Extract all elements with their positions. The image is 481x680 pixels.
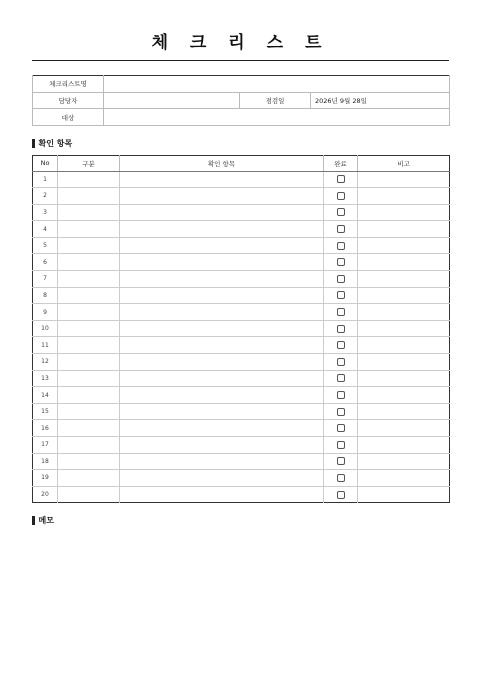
row-category-cell[interactable] xyxy=(58,188,120,205)
row-category-cell[interactable] xyxy=(58,470,120,487)
row-done-checkbox[interactable] xyxy=(337,325,345,333)
row-item-cell[interactable] xyxy=(120,171,324,188)
row-remarks-cell[interactable] xyxy=(358,453,450,470)
header-no: No xyxy=(33,156,58,172)
table-header-row xyxy=(33,156,450,172)
checklist-name-label: 체크리스트명 xyxy=(33,76,104,93)
table-row xyxy=(33,354,450,371)
row-number: 1 xyxy=(33,171,58,188)
check-items-section-header xyxy=(32,137,72,149)
row-remarks-cell[interactable] xyxy=(358,271,450,288)
section-marker xyxy=(32,139,35,148)
table-row xyxy=(33,254,450,271)
table-row xyxy=(33,370,450,387)
row-item-cell[interactable] xyxy=(120,204,324,221)
row-done-checkbox[interactable] xyxy=(337,441,345,449)
row-item-cell[interactable] xyxy=(120,237,324,254)
checklist-table xyxy=(32,155,450,503)
row-done-checkbox[interactable] xyxy=(337,291,345,299)
row-number: 17 xyxy=(33,437,58,454)
row-item-cell[interactable] xyxy=(120,420,324,437)
table-row xyxy=(33,204,450,221)
manager-field[interactable] xyxy=(104,92,240,109)
row-remarks-cell[interactable] xyxy=(358,304,450,321)
row-category-cell[interactable] xyxy=(58,254,120,271)
table-row xyxy=(33,304,450,321)
row-item-cell[interactable] xyxy=(120,337,324,354)
inspection-date-field[interactable]: 2026년 9월 28일 xyxy=(311,92,450,109)
row-done-cell xyxy=(324,237,358,254)
row-number: 11 xyxy=(33,337,58,354)
checklist-name-field[interactable] xyxy=(104,76,450,93)
row-done-checkbox[interactable] xyxy=(337,225,345,233)
row-category-cell[interactable] xyxy=(58,271,120,288)
row-done-cell xyxy=(324,387,358,404)
title-divider xyxy=(32,60,449,61)
row-category-cell[interactable] xyxy=(58,221,120,238)
row-done-checkbox[interactable] xyxy=(337,474,345,482)
row-done-checkbox[interactable] xyxy=(337,275,345,283)
row-number: 10 xyxy=(33,320,58,337)
inspection-date-label: 점검일 xyxy=(240,92,311,109)
row-done-cell xyxy=(324,370,358,387)
row-done-checkbox[interactable] xyxy=(337,242,345,250)
memo-section-title: 메모 xyxy=(38,515,54,525)
manager-label: 담당자 xyxy=(33,92,104,109)
info-row-target xyxy=(33,109,450,126)
row-done-cell xyxy=(324,320,358,337)
row-category-cell[interactable] xyxy=(58,204,120,221)
row-item-cell[interactable] xyxy=(120,254,324,271)
row-remarks-cell[interactable] xyxy=(358,420,450,437)
row-done-checkbox[interactable] xyxy=(337,491,345,499)
row-remarks-cell[interactable] xyxy=(358,354,450,371)
row-remarks-cell[interactable] xyxy=(358,254,450,271)
row-item-cell[interactable] xyxy=(120,188,324,205)
row-done-checkbox[interactable] xyxy=(337,258,345,266)
row-done-checkbox[interactable] xyxy=(337,457,345,465)
row-category-cell[interactable] xyxy=(58,453,120,470)
target-field[interactable] xyxy=(104,109,450,126)
row-item-cell[interactable] xyxy=(120,403,324,420)
row-done-cell xyxy=(324,204,358,221)
table-row xyxy=(33,287,450,304)
header-item: 확인 항목 xyxy=(120,156,324,172)
row-category-cell[interactable] xyxy=(58,387,120,404)
row-done-cell xyxy=(324,304,358,321)
row-category-cell[interactable] xyxy=(58,337,120,354)
row-remarks-cell[interactable] xyxy=(358,470,450,487)
header-remarks: 비고 xyxy=(358,156,450,172)
table-row xyxy=(33,221,450,238)
row-done-checkbox[interactable] xyxy=(337,358,345,366)
row-done-checkbox[interactable] xyxy=(337,308,345,316)
row-category-cell[interactable] xyxy=(58,320,120,337)
row-category-cell[interactable] xyxy=(58,354,120,371)
table-row xyxy=(33,171,450,188)
row-remarks-cell[interactable] xyxy=(358,287,450,304)
row-done-cell xyxy=(324,470,358,487)
row-category-cell[interactable] xyxy=(58,403,120,420)
table-row xyxy=(33,437,450,454)
row-item-cell[interactable] xyxy=(120,370,324,387)
row-number: 8 xyxy=(33,287,58,304)
row-category-cell[interactable] xyxy=(58,287,120,304)
row-number: 6 xyxy=(33,254,58,271)
row-done-cell xyxy=(324,188,358,205)
section-marker xyxy=(32,516,35,525)
row-done-cell xyxy=(324,354,358,371)
row-remarks-cell[interactable] xyxy=(358,370,450,387)
row-number: 18 xyxy=(33,453,58,470)
info-row-checklist-name xyxy=(33,76,450,93)
row-item-cell[interactable] xyxy=(120,437,324,454)
row-item-cell[interactable] xyxy=(120,387,324,404)
memo-section-header xyxy=(32,514,54,526)
row-category-cell[interactable] xyxy=(58,437,120,454)
row-done-checkbox[interactable] xyxy=(337,374,345,382)
table-row xyxy=(33,420,450,437)
check-items-section-title: 확인 항목 xyxy=(38,138,73,148)
row-item-cell[interactable] xyxy=(120,470,324,487)
row-remarks-cell[interactable] xyxy=(358,188,450,205)
row-number: 14 xyxy=(33,387,58,404)
row-category-cell[interactable] xyxy=(58,171,120,188)
row-done-cell xyxy=(324,221,358,238)
row-done-cell xyxy=(324,337,358,354)
row-remarks-cell[interactable] xyxy=(358,320,450,337)
row-remarks-cell[interactable] xyxy=(358,337,450,354)
table-row xyxy=(33,188,450,205)
row-number: 13 xyxy=(33,370,58,387)
row-item-cell[interactable] xyxy=(120,221,324,238)
info-row-manager xyxy=(33,92,450,109)
table-row xyxy=(33,337,450,354)
row-item-cell[interactable] xyxy=(120,453,324,470)
row-number: 3 xyxy=(33,204,58,221)
row-number: 12 xyxy=(33,354,58,371)
table-row xyxy=(33,486,450,503)
row-item-cell[interactable] xyxy=(120,271,324,288)
table-row xyxy=(33,237,450,254)
row-done-cell xyxy=(324,271,358,288)
row-number: 9 xyxy=(33,304,58,321)
row-number: 15 xyxy=(33,403,58,420)
row-done-cell xyxy=(324,486,358,503)
row-done-checkbox[interactable] xyxy=(337,192,345,200)
table-row xyxy=(33,271,450,288)
row-remarks-cell[interactable] xyxy=(358,486,450,503)
row-category-cell[interactable] xyxy=(58,486,120,503)
row-number: 19 xyxy=(33,470,58,487)
row-done-checkbox[interactable] xyxy=(337,424,345,432)
table-row xyxy=(33,470,450,487)
row-remarks-cell[interactable] xyxy=(358,387,450,404)
row-done-checkbox[interactable] xyxy=(337,341,345,349)
header-done: 완료 xyxy=(324,156,358,172)
row-item-cell[interactable] xyxy=(120,486,324,503)
row-item-cell[interactable] xyxy=(120,304,324,321)
table-row xyxy=(33,387,450,404)
row-remarks-cell[interactable] xyxy=(358,221,450,238)
row-remarks-cell[interactable] xyxy=(358,204,450,221)
row-remarks-cell[interactable] xyxy=(358,403,450,420)
info-table xyxy=(32,75,450,126)
row-category-cell[interactable] xyxy=(58,420,120,437)
row-number: 7 xyxy=(33,271,58,288)
target-label: 대상 xyxy=(33,109,104,126)
row-done-cell xyxy=(324,420,358,437)
table-row xyxy=(33,453,450,470)
row-number: 20 xyxy=(33,486,58,503)
row-category-cell[interactable] xyxy=(58,304,120,321)
row-done-cell xyxy=(324,403,358,420)
row-done-cell xyxy=(324,254,358,271)
row-done-checkbox[interactable] xyxy=(337,175,345,183)
row-remarks-cell[interactable] xyxy=(358,171,450,188)
row-remarks-cell[interactable] xyxy=(358,237,450,254)
row-item-cell[interactable] xyxy=(120,287,324,304)
row-category-cell[interactable] xyxy=(58,370,120,387)
table-row xyxy=(33,320,450,337)
row-done-checkbox[interactable] xyxy=(337,408,345,416)
row-item-cell[interactable] xyxy=(120,354,324,371)
row-done-cell xyxy=(324,287,358,304)
row-number: 5 xyxy=(33,237,58,254)
row-done-cell xyxy=(324,171,358,188)
row-item-cell[interactable] xyxy=(120,320,324,337)
row-number: 4 xyxy=(33,221,58,238)
row-number: 16 xyxy=(33,420,58,437)
row-done-checkbox[interactable] xyxy=(337,391,345,399)
row-done-cell xyxy=(324,453,358,470)
header-category: 구분 xyxy=(58,156,120,172)
table-row xyxy=(33,403,450,420)
row-done-cell xyxy=(324,437,358,454)
page-title: 체 크 리 스 트 xyxy=(151,33,330,53)
row-number: 2 xyxy=(33,188,58,205)
row-remarks-cell[interactable] xyxy=(358,437,450,454)
row-done-checkbox[interactable] xyxy=(337,208,345,216)
row-category-cell[interactable] xyxy=(58,237,120,254)
